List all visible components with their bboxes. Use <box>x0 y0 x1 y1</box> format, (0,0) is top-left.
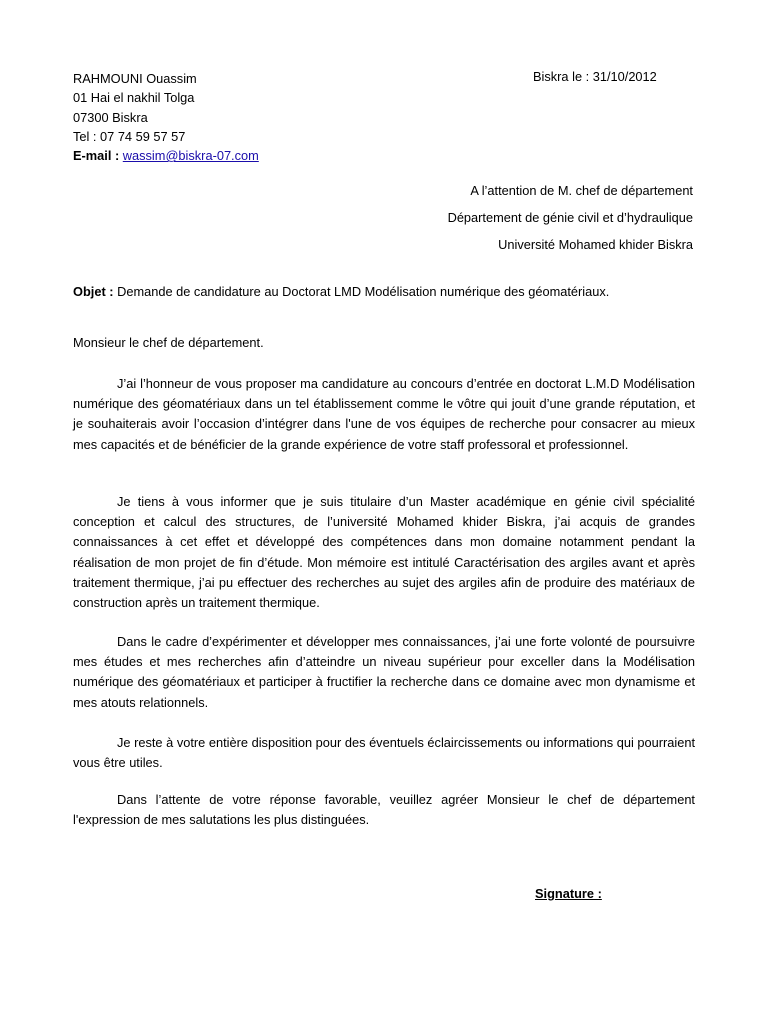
sender-block <box>73 69 259 165</box>
paragraph-text: Je reste à votre entière disposition pour des éventuels éclaircissements ou informations qui pourraient vous être utiles. <box>73 735 695 771</box>
subject-line <box>73 284 609 299</box>
recipient-block <box>448 177 693 258</box>
paragraph-4 <box>73 733 695 773</box>
sender-phone: Tel : 07 74 59 57 57 <box>73 128 186 144</box>
paragraph-2 <box>73 492 695 613</box>
sender-address-line2: 07300 Biskra <box>73 109 148 125</box>
paragraph-text: J’ai l’honneur de vous proposer ma candidature au concours d’entrée en doctorat L.M.D Modélisation numérique des géomatériaux dans un tel établissement comme le vôtre qui jouit d’une grande réputation, et je souhaiterais avoir l’occasion d’intégrer dans l'une de vos équipes de recherche pour consacrer au mieux mes capacités et de bénéficier de la grande expérience de votre staff professoral et professionnel. <box>73 376 695 452</box>
sender-email-row <box>73 146 259 165</box>
sender-name: RAHMOUNI Ouassim <box>73 71 197 86</box>
paragraph-text: Dans le cadre d’expérimenter et développer mes connaissances, j’ai une forte volonté de poursuivre mes études et mes recherches afin d’atteindre un niveau supérieur pour exceller dans la Modélisation numérique des géomatériaux et participer à fructifier la recherche dans ce domaine avec mon dynamisme et mes atouts relationnels. <box>73 634 695 710</box>
sender-email-link[interactable]: wassim@biskra-07.com <box>122 148 259 164</box>
paragraph-text: Je tiens à vous informer que je suis titulaire d’un Master académique en génie civil spécialité conception et calcul des structures, de l’université Mohamed khider Biskra, j’ai acquis de grandes connaissances à cet effet et développé des compétences dans mon domaine notamment pendant la réalisation de mon projet de fin d’étude. Mon mémoire est intitulé Caractérisation des argiles avant et après traitement thermique, j’ai pu effectuer des recherches au sujet des argiles afin de produire des matériaux de construction après un traitement thermique. <box>73 494 695 611</box>
signature-label: Signature : <box>535 886 602 901</box>
place-date: Biskra le : 31/10/2012 <box>533 69 657 84</box>
recipient-line1: A l’attention de M. chef de département <box>470 183 693 198</box>
paragraph-5 <box>73 790 695 830</box>
paragraph-3 <box>73 632 695 713</box>
paragraph-1 <box>73 374 695 455</box>
sender-email-label: E-mail : <box>73 148 123 164</box>
recipient-line3: Université Mohamed khider Biskra <box>498 237 693 252</box>
recipient-line2: Département de génie civil et d’hydraulique <box>447 210 693 225</box>
subject-text: Demande de candidature au Doctorat LMD Modélisation numérique des géomatériaux. <box>113 284 610 299</box>
salutation: Monsieur le chef de département. <box>73 335 264 350</box>
subject-label: Objet : <box>73 284 114 299</box>
paragraph-text: Dans l’attente de votre réponse favorable, veuillez agréer Monsieur le chef de département l'expression de mes salutations les plus distinguées. <box>73 792 695 828</box>
sender-address-line1: 01 Hai el nakhil Tolga <box>73 90 195 106</box>
